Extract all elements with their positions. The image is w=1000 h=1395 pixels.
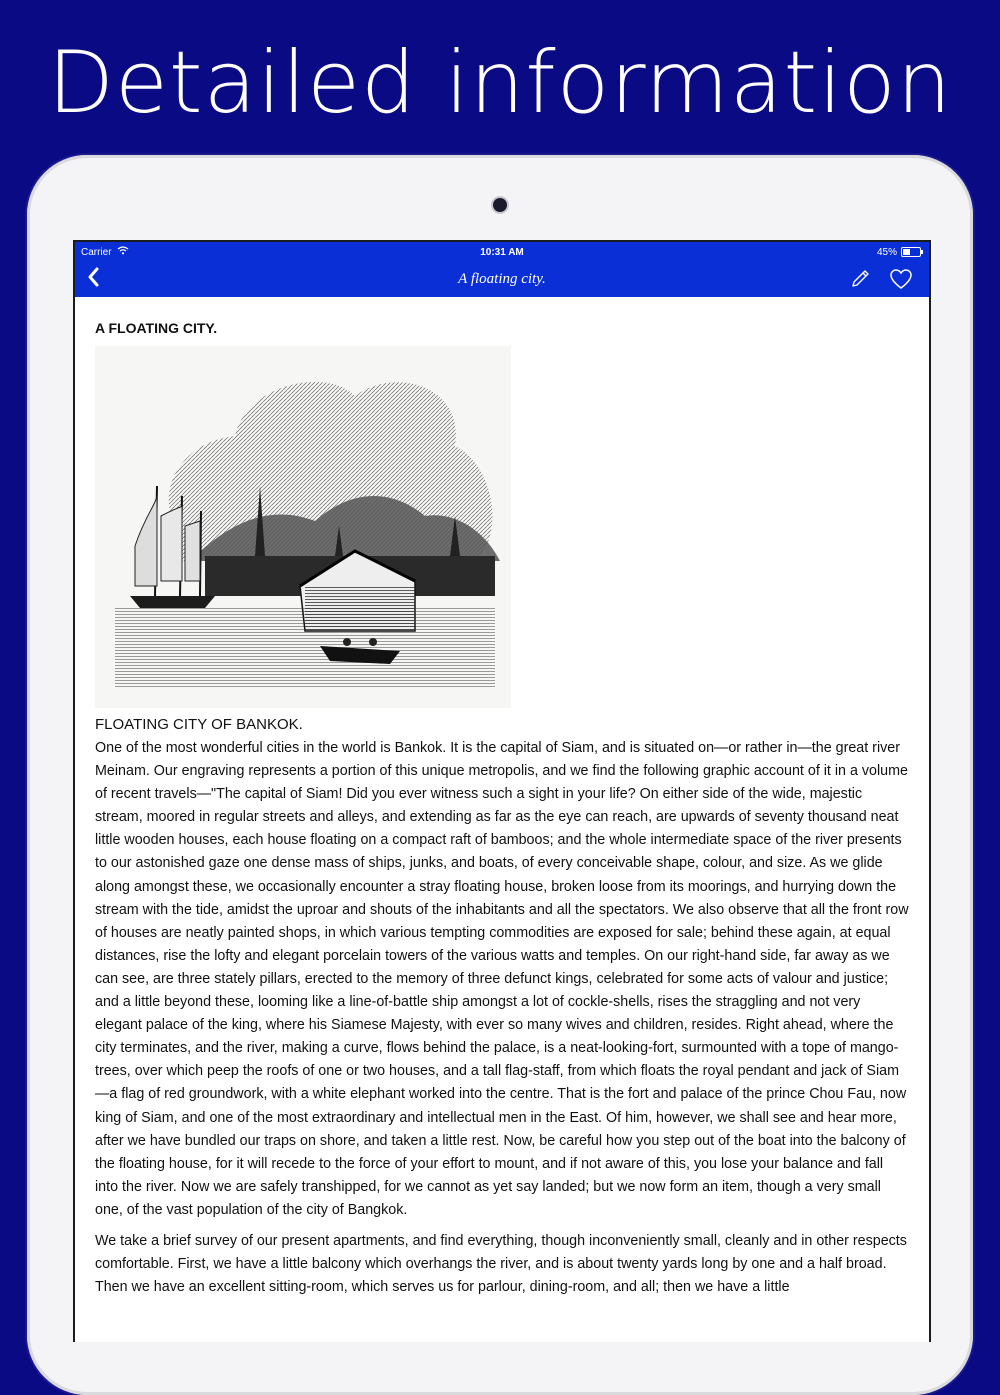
status-bar [75,242,929,262]
battery-icon [901,247,921,257]
floating-city-engraving [95,346,511,708]
status-time: 10:31 AM [480,247,524,258]
app-screen [73,240,931,1342]
heart-icon [889,268,913,290]
battery-fill [903,249,910,255]
carrier-label: Carrier [81,247,112,258]
promo-headline: Detailed information [47,33,953,133]
article-paragraph: One of the most wonderful cities in the world is Bankok. It is the capital of Siam, and is situated on—or rather in—the great river Meinam. Our engraving represents a portion of this unique metropolis, and we find the following graphic account of it in a volume of recent travels—"The capital of Siam! Did you ever witness such a sight in your life? On either side of the wide, majestic stream, moored in regular streets and alleys, and extending as far as the eye can reach, are upwards of seventy thousand neat little wooden houses, each house floating on a compact raft of bamboos; and the whole intermediate space of the river presents to our astonished gaze one dense mass of ships, junks, and boats, of every conceivable shape, colour, and size. As we glide along amongst these, we occasionally encounter a stray floating house, broken loose from its moorings, and hurrying down the stream with the tide, amidst the uproar and shouts of the inhabitants and all the spectators. We also observe that all the front row of houses are neatly painted shops, in which various tempting commodities are exposed for sale; behind these again, at equal distances, rise the lofty and elegant porcelain towers of the various watts and temples. On our right-hand side, far away as we can see, are three stately pillars, erected to the memory of three defunct kings, celebrated for some acts of valour and justice; and a little beyond these, looming like a line-of-battle ship amongst a lot of cockle-shells, rises the straggling and not very elegant palace of the king, where his Siamese Majesty, with ever so many wives and children, resides. Right ahead, where the city terminates, and the river, making a curve, flows behind the palace, is a neat-looking-fort, surmounted with a tope of mango-trees, over which peep the roofs of one or two houses, and a tall flag-staff, from which floats the royal pendant and jack of Siam—a flag of red groundwork, with a white elephant worked into the centre. That is the fort and palace of the prince Chou Fau, now king of Siam, and one of the most extraordinary and intellectual men in the East. Of him, however, we shall see and hear more, after we have bundled our traps on shore, and taken a little rest. Now, be careful how you step out of the boat into the balcony of the floating house, for it will recede to the force of your effort to mount, and if not aware of this, you lose your balance and fall into the river. Now we are safely transhipped, for we cannot as yet say landed; but we now form an item, though a very small one, of the vast population of the city of Bangkok. [95,740,909,1218]
front-camera [493,198,507,212]
article-paragraph: We take a brief survey of our present apartments, and find everything, though inconveniently small, cleanly and in other respects comfortable. First, we have a little balcony which overhangs the river, and is about twenty yards long by one and a half broad. Then we have an excellent sitting-room, which serves us for parlour, dining-room, and all; then we have a little [95,1232,907,1296]
pencil-icon [849,268,871,290]
navigation-bar [75,262,929,297]
edit-button[interactable] [849,268,871,290]
article-title: A FLOATING CITY. [95,320,218,336]
article-content [95,297,909,1307]
engraving-illustration [95,346,511,708]
favorite-button[interactable] [889,268,913,290]
battery-percent: 45% [876,247,897,258]
image-caption: FLOATING CITY OF BANKOK. [95,716,303,733]
nav-title: A floating city. [458,271,546,287]
